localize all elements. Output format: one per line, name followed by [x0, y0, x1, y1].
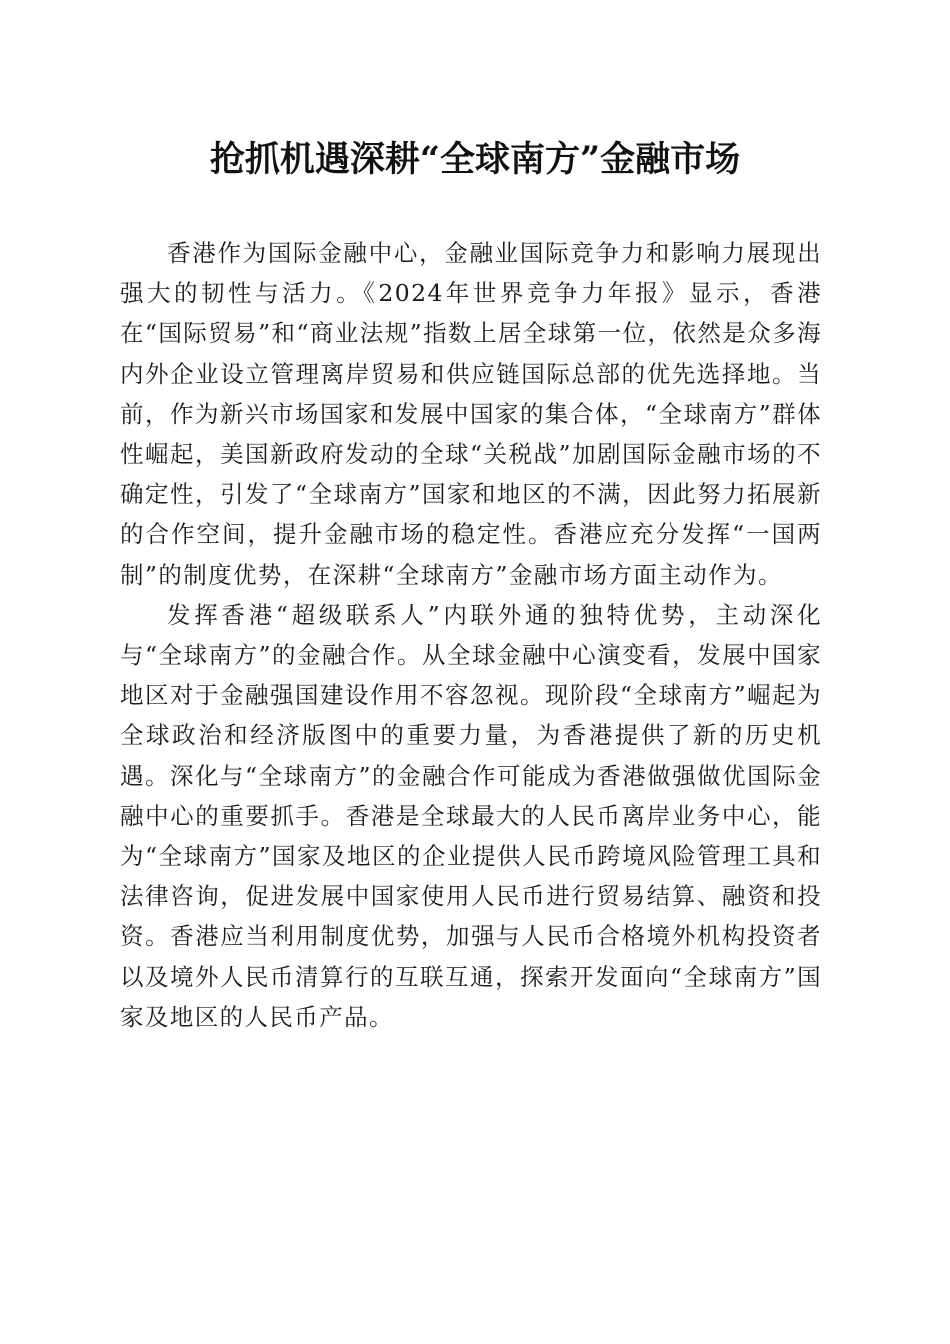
document-title: 抢抓机遇深耕“全球南方”金融市场 [209, 139, 741, 180]
paragraph-1: 香港作为国际金融中心，金融业国际竞争力和影响力展现出强大的韧性与活力。《2024年世界竞争力年报》显示，香港在“国际贸易”和“商业法规”指数上居全球第一位，依然是众多海内外企业设立管理离岸贸易和供应链国际总部的优先选择地。当前，作为新兴市场国家和发展中国家的集合体，“全球南方”群体性崛起，美国新政府发动的全球“关税战”加剧国际金融市场的不确定性，引发了“全球南方”国家和地区的不满，因此努力拓展新的合作空间，提升金融市场的稳定性。香港应充分发挥“一国两制”的制度优势，在深耕“全球南方”金融市场方面主动作为。 [120, 239, 822, 589]
paragraph-2: 发挥香港“超级联系人”内联外通的独特优势，主动深化与“全球南方”的金融合作。从全球金融中心演变看，发展中国家地区对于金融强国建设作用不容忽视。现阶段“全球南方”崛起为全球政治和经济版图中的重要力量，为香港提供了新的历史机遇。深化与“全球南方”的金融合作可能成为香港做强做优国际金融中心的重要抓手。香港是全球最大的人民币离岸业务中心，能为“全球南方”国家及地区的企业提供人民币跨境风险管理工具和法律咨询，促进发展中国家使用人民币进行贸易结算、融资和投资。香港应当利用制度优势，加强与人民币合格境外机构投资者以及境外人民币清算行的互联互通，探索开发面向“全球南方”国家及地区的人民币产品。 [120, 600, 822, 1031]
document-body [120, 233, 822, 1037]
